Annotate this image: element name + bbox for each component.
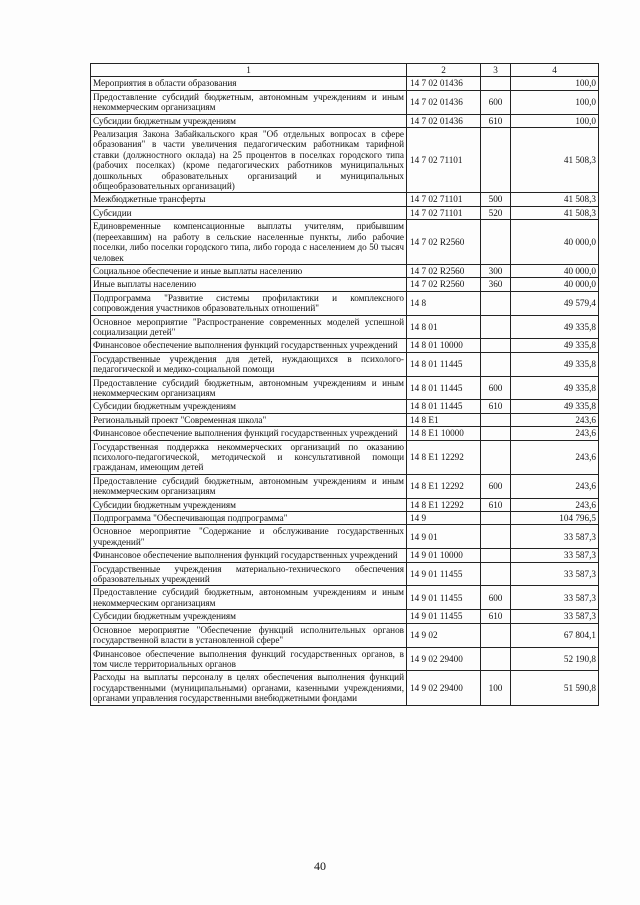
table-row [91,264,599,277]
table-row [91,549,599,562]
row-expense-type-cell [481,623,511,647]
row-code-cell: 14 9 [407,512,481,525]
row-expense-type-cell: 600 [481,90,511,114]
row-amount-cell: 41 508,3 [511,206,599,219]
row-name-cell: Реализация Закона Забайкальского края "Об отдельных вопросах в сфере образования" в части увеличения педагогическим работникам тарифной ставки (должностного оклада) на 25 процентов в поселках городского типа (рабочих поселках) (кроме педагогических работников муниципальных дошкольных образовательных организаций и муниципальных общеобразовательных организаций) [91,128,407,193]
row-amount-cell: 100,0 [511,77,599,90]
row-amount-cell: 33 587,3 [511,586,599,610]
table-row [91,610,599,623]
row-name-cell: Региональный проект "Современная школа" [91,413,407,426]
row-amount-cell: 67 804,1 [511,623,599,647]
row-name-cell: Основное мероприятие "Содержание и обслуживание государственных учреждений" [91,525,407,549]
row-code-cell: 14 8 E1 12292 [407,474,481,498]
row-name-cell: Подпрограмма "Обеспечивающая подпрограмма" [91,512,407,525]
row-code-cell: 14 8 01 11445 [407,400,481,413]
row-name-cell: Финансовое обеспечение выполнения функций государственных учреждений [91,549,407,562]
row-amount-cell: 40 000,0 [511,264,599,277]
row-name-cell: Финансовое обеспечение выполнения функций государственных органов, в том числе территориальных органов [91,647,407,671]
row-code-cell: 14 8 E1 [407,413,481,426]
row-amount-cell: 243,6 [511,440,599,474]
row-name-cell: Межбюджетные трансферты [91,193,407,206]
row-code-cell: 14 9 01 10000 [407,549,481,562]
row-amount-cell: 40 000,0 [511,220,599,265]
row-code-cell: 14 7 02 71101 [407,206,481,219]
row-amount-cell: 49 335,8 [511,376,599,400]
row-name-cell: Финансовое обеспечение выполнения функций государственных учреждений [91,427,407,440]
row-code-cell: 14 7 02 R2560 [407,264,481,277]
row-name-cell: Предоставление субсидий бюджетным, автономным учреждениям и иным некоммерческим организациям [91,586,407,610]
row-name-cell: Государственные учреждения для детей, нуждающихся в психолого-педагогической и медико-социальной помощи [91,352,407,376]
table-row [91,352,599,376]
row-name-cell: Иные выплаты населению [91,278,407,291]
row-amount-cell: 243,6 [511,413,599,426]
row-name-cell: Предоставление субсидий бюджетным, автономным учреждениям и иным некоммерческим организациям [91,376,407,400]
row-expense-type-cell: 610 [481,114,511,127]
table-row [91,278,599,291]
table-row [91,623,599,647]
row-expense-type-cell [481,525,511,549]
row-expense-type-cell [481,427,511,440]
row-code-cell: 14 8 01 [407,315,481,339]
table-row [91,315,599,339]
row-code-cell: 14 7 02 01436 [407,77,481,90]
row-expense-type-cell: 600 [481,376,511,400]
table-row [91,671,599,705]
row-name-cell: Предоставление субсидий бюджетным, автономным учреждениям и иным некоммерческим организациям [91,90,407,114]
row-name-cell: Мероприятия в области образования [91,77,407,90]
row-name-cell: Социальное обеспечение и иные выплаты населению [91,264,407,277]
table-row [91,114,599,127]
table-row [91,220,599,265]
row-expense-type-cell [481,549,511,562]
table-row [91,562,599,586]
table-row [91,90,599,114]
table-row [91,193,599,206]
row-name-cell: Субсидии бюджетным учреждениям [91,498,407,511]
table-row [91,498,599,511]
row-code-cell: 14 9 01 11455 [407,610,481,623]
row-expense-type-cell: 520 [481,206,511,219]
row-amount-cell: 33 587,3 [511,610,599,623]
row-expense-type-cell: 610 [481,498,511,511]
row-amount-cell: 33 587,3 [511,562,599,586]
row-name-cell: Субсидии бюджетным учреждениям [91,400,407,413]
row-expense-type-cell: 600 [481,474,511,498]
table-row [91,440,599,474]
row-amount-cell: 40 000,0 [511,278,599,291]
row-name-cell: Государственная поддержка некоммерческих организаций по оказанию психолого-педагогической, методической и консультативной помощи гражданам, имеющим детей [91,440,407,474]
row-expense-type-cell [481,315,511,339]
table-row [91,400,599,413]
row-code-cell: 14 8 01 11445 [407,352,481,376]
row-code-cell: 14 9 01 11455 [407,562,481,586]
row-name-cell: Субсидии [91,206,407,219]
row-code-cell: 14 7 02 01436 [407,90,481,114]
row-amount-cell: 100,0 [511,114,599,127]
row-amount-cell: 49 335,8 [511,315,599,339]
row-expense-type-cell: 100 [481,671,511,705]
row-expense-type-cell: 360 [481,278,511,291]
table-row [91,413,599,426]
row-name-cell: Государственные учреждения материально-технического обеспечения образовательных учреждений [91,562,407,586]
row-code-cell: 14 8 E1 12292 [407,440,481,474]
row-expense-type-cell [481,562,511,586]
budget-table [90,63,599,706]
row-name-cell: Субсидии бюджетным учреждениям [91,114,407,127]
row-name-cell: Основное мероприятие "Распространение современных моделей успешной социализации детей" [91,315,407,339]
row-expense-type-cell: 500 [481,193,511,206]
table-row [91,77,599,90]
table-row [91,291,599,315]
row-code-cell: 14 8 01 10000 [407,339,481,352]
row-expense-type-cell [481,512,511,525]
table-row [91,586,599,610]
row-name-cell: Финансовое обеспечение выполнения функций государственных учреждений [91,339,407,352]
row-amount-cell: 49 335,8 [511,339,599,352]
row-amount-cell: 41 508,3 [511,128,599,193]
row-amount-cell: 243,6 [511,474,599,498]
row-amount-cell: 49 335,8 [511,400,599,413]
row-code-cell: 14 7 02 71101 [407,128,481,193]
row-code-cell: 14 7 02 71101 [407,193,481,206]
header-cell: 3 [481,64,511,77]
row-expense-type-cell [481,77,511,90]
row-code-cell: 14 7 02 R2560 [407,278,481,291]
row-code-cell: 14 8 E1 10000 [407,427,481,440]
row-code-cell: 14 8 [407,291,481,315]
row-expense-type-cell [481,128,511,193]
header-cell: 1 [91,64,407,77]
row-code-cell: 14 8 01 11445 [407,376,481,400]
row-amount-cell: 41 508,3 [511,193,599,206]
page-number: 40 [314,859,326,873]
table-header-row [91,64,599,77]
row-expense-type-cell: 300 [481,264,511,277]
table-row [91,647,599,671]
row-amount-cell: 243,6 [511,427,599,440]
row-expense-type-cell [481,440,511,474]
row-code-cell: 14 7 02 R2560 [407,220,481,265]
table-row [91,427,599,440]
row-expense-type-cell [481,352,511,376]
row-code-cell: 14 9 02 [407,623,481,647]
row-expense-type-cell [481,291,511,315]
row-code-cell: 14 9 02 29400 [407,647,481,671]
header-cell: 2 [407,64,481,77]
table-row [91,474,599,498]
row-expense-type-cell: 600 [481,586,511,610]
row-name-cell: Подпрограмма "Развитие системы профилактики и комплексного сопровождения участников образовательных отношений" [91,291,407,315]
row-amount-cell: 104 796,5 [511,512,599,525]
row-amount-cell: 52 190,8 [511,647,599,671]
table-row [91,206,599,219]
row-name-cell: Расходы на выплаты персоналу в целях обеспечения выполнения функций государственными (муниципальными) органами, казенными учреждениями, органами управления государственными внебюджетными фондами [91,671,407,705]
row-name-cell: Основное мероприятие "Обеспечение функций исполнительных органов государственной власти в установленной сфере" [91,623,407,647]
table-row [91,512,599,525]
table-row [91,525,599,549]
row-code-cell: 14 9 01 [407,525,481,549]
table-row [91,128,599,193]
row-expense-type-cell [481,413,511,426]
row-code-cell: 14 9 01 11455 [407,586,481,610]
row-amount-cell: 49 579,4 [511,291,599,315]
table-row [91,376,599,400]
row-amount-cell: 49 335,8 [511,352,599,376]
row-expense-type-cell: 610 [481,400,511,413]
row-amount-cell: 33 587,3 [511,549,599,562]
row-code-cell: 14 8 E1 12292 [407,498,481,511]
row-amount-cell: 243,6 [511,498,599,511]
row-amount-cell: 100,0 [511,90,599,114]
row-name-cell: Субсидии бюджетным учреждениям [91,610,407,623]
row-expense-type-cell [481,647,511,671]
row-expense-type-cell [481,339,511,352]
row-code-cell: 14 7 02 01436 [407,114,481,127]
row-expense-type-cell [481,220,511,265]
row-expense-type-cell: 610 [481,610,511,623]
row-name-cell: Предоставление субсидий бюджетным, автономным учреждениям и иным некоммерческим организациям [91,474,407,498]
row-code-cell: 14 9 02 29400 [407,671,481,705]
row-name-cell: Единовременные компенсационные выплаты учителям, прибывшим (переехавшим) на работу в сельские населенные пункты, либо рабочие поселки, либо поселки городского типа, либо города с населением до 50 тысяч человек [91,220,407,265]
row-amount-cell: 51 590,8 [511,671,599,705]
table-row [91,339,599,352]
header-cell: 4 [511,64,599,77]
row-amount-cell: 33 587,3 [511,525,599,549]
